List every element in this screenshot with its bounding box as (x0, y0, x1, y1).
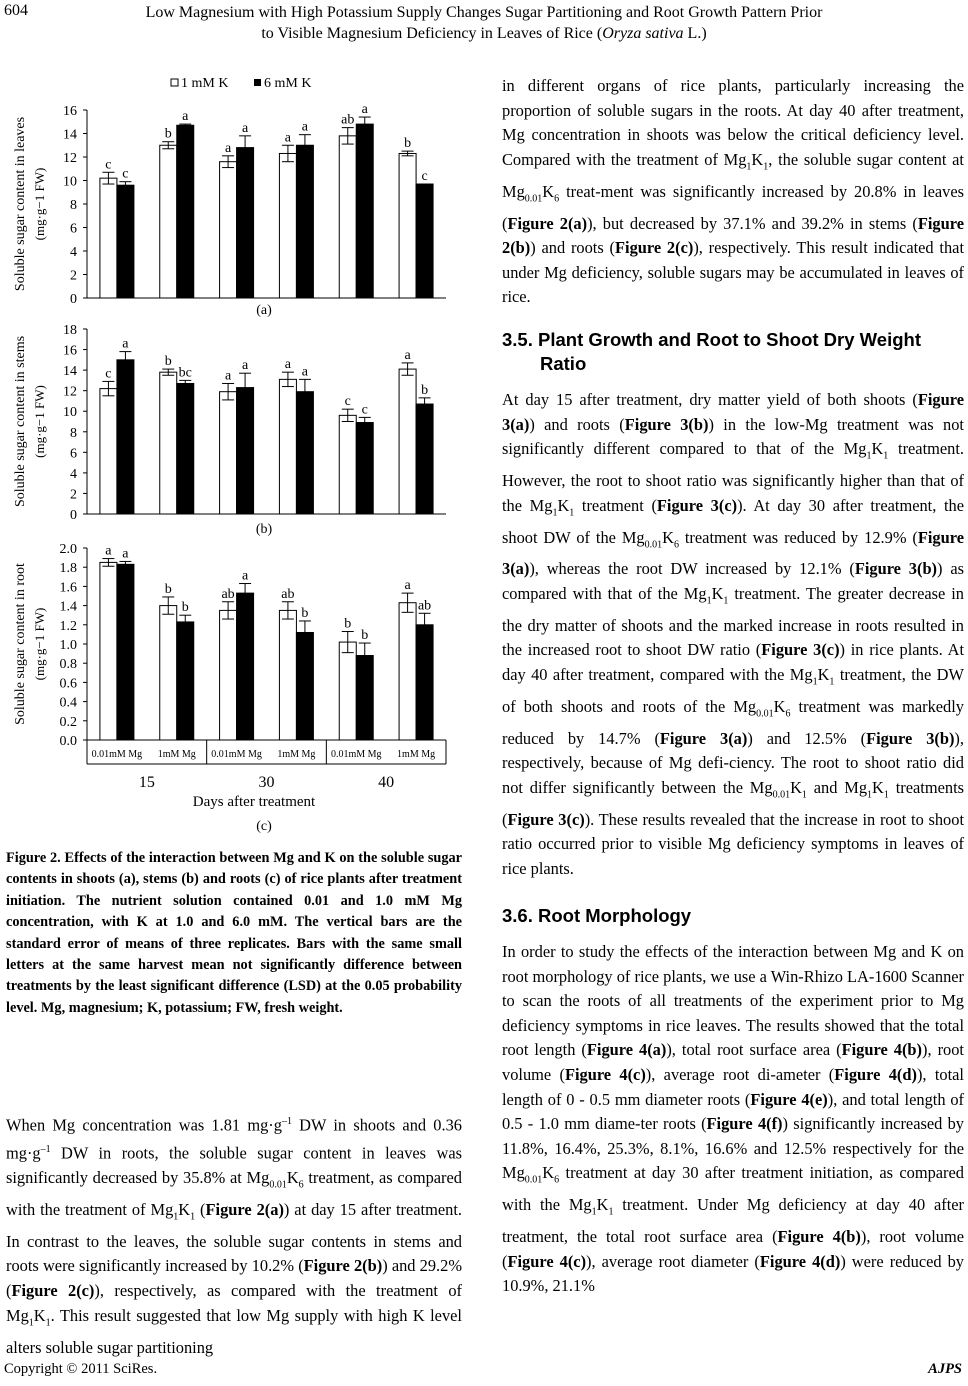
panel-a-sig-letter: c (421, 169, 428, 185)
panel-a-bar-6mMK (117, 185, 134, 298)
panel-a-y-tick-label: 4 (70, 245, 77, 260)
panel-a-bar-1mMK (100, 178, 117, 298)
panel-c-bar-6mMK (296, 632, 313, 740)
x-group-label: 15 (138, 774, 155, 791)
running-header-line1: Low Magnesium with High Potassium Supply Changes Sugar Partitioning and Root Growth Pattern Prior (145, 4, 823, 21)
panel-b-sig-letter: a (301, 364, 309, 380)
panel-a-y-tick-label: 0 (70, 292, 77, 307)
panel-c-sig-letter: a (241, 568, 249, 584)
panel-a-sig-letter: a (284, 130, 292, 146)
panel-b-bar-6mMK (117, 360, 134, 514)
panel-b-sig-letter: c (105, 366, 112, 382)
panel-a-y-tick-label: 16 (63, 104, 77, 119)
panel-c-sig-letter: b (164, 581, 172, 597)
running-header (0, 2, 968, 44)
panel-a-y-tick-label: 10 (63, 174, 77, 190)
panel-a-y-tick-label: 2 (70, 268, 77, 284)
x-group-label: 30 (258, 774, 275, 791)
panel-b-sig-letter: c (344, 394, 351, 410)
panel-a-y-tick-label: 12 (63, 151, 77, 166)
section-heading-3-6: 3.6. Root Morphology (502, 905, 692, 926)
panel-b-sig-letter: b (164, 354, 172, 370)
panel-a-sig-letter: ab (341, 112, 355, 128)
panel-b-bar-1mMK (220, 392, 237, 514)
panel-c-sig-letter: b (361, 628, 369, 644)
panel-b-y-tick-label: 2 (70, 487, 77, 503)
panel-a-y-label: Soluble sugar content in leaves (13, 116, 28, 292)
panel-b-bar-1mMK (399, 369, 416, 514)
panel-c-sig-letter: a (105, 543, 112, 559)
panel-c-bar-1mMK (339, 642, 356, 740)
page-number: 604 (4, 2, 28, 19)
legend-label-6mMK: 6 mM K (264, 76, 312, 91)
panel-a-sig-letter: a (224, 140, 232, 156)
panel-c-y-tick-label: 1.8 (59, 561, 77, 577)
x-subcategory-label: 0.01mM Mg (211, 749, 262, 760)
panel-b-y-unit: (mg·g−1 FW) (32, 385, 47, 458)
panel-c-bar-1mMK (100, 562, 117, 740)
panel-a-label: (a) (256, 303, 272, 318)
panel-b-y-tick-label: 14 (63, 364, 77, 380)
footer-copyright: Copyright © 2011 SciRes. (4, 1361, 158, 1377)
panel-b-bar-1mMK (339, 415, 356, 514)
legend-swatch-6mMK (254, 79, 261, 86)
panel-a-bar-1mMK (279, 153, 296, 298)
panel-b-bar-6mMK (177, 383, 194, 514)
x-subcategory-label: 0.01mM Mg (330, 749, 382, 760)
panel-c-bar-6mMK (416, 625, 433, 740)
panel-a-sig-letter: a (241, 120, 249, 136)
panel-a-sig-letter: a (182, 109, 189, 125)
panel-a-sig-letter: c (122, 166, 129, 182)
section-heading-3-5 (502, 328, 964, 376)
panel-c-y-tick-label: 0.2 (59, 714, 77, 730)
paragraph-right-3: In order to study the effects of the interaction between Mg and K on root morphology of rice plants, we use a Win-Rhizo LA-1600 Scanner to scan the roots of all treatments of the experiment prior to Mg deficiency symptoms in rice leaves. The results showed that the total root length (Figure 4(a)), total root surface area (Figure 4(b)), root volume (Figure 4(c)), average root di-ameter (Figure 4(d)), total length of 0 - 0.5 mm diameter roots (Figure 4(e)), and total length of 0.5 - 1.0 mm diame-ter roots (Figure 4(f)) significantly increased by 11.8%, 16.4%, 25.3%, 8.1%, 16.6% and 12.5% respectively for the $Mg_{0.01}K_6$ treatment at day 30 after treatment initiation, as compared with the $Mg_1K_1$ treatment. Under Mg deficiency at day 40 after treatment, the total root surface area (Figure 4(b)), root volume (Figure 4(c)), average root diameter (Figure 4(d)) were reduced by 10.9%, 21.1% (502, 942, 964, 1296)
paragraph-right-2: At day 15 after treatment, dry matter yield of both shoots (Figure 3(a)) and roots (Figure 3(b)) in the low-Mg treatment was not significantly different compared to that of the $Mg_1K_1$ treatment. However, the root to shoot ratio was significantly higher than that of the $Mg_1K_1$ treatment (Figure 3(c)). At day 30 after treatment, the shoot DW of the $Mg_{0.01}K_6$ treatment was reduced by 12.9% (Figure 3(a)), whereas the root DW increased by 12.1% (Figure 3(b)) as compared with that of the $Mg_1K_1$ treatment. The greater decrease in the dry matter of shoots and the marked increase in roots resulted in the increased root to shoot DW ratio (Figure 3(c)) in rice plants. At day 40 after treatment, compared with the $Mg_1K_1$ treatment, the DW of both shoots and roots of the $Mg_{0.01}K_6$ treatment was markedly reduced by 14.7% (Figure 3(a)) and 12.5% (Figure 3(b)), respectively, because of Mg defi-ciency. The root to shoot ratio did not differ significantly between the $Mg_{0.01}K_1$ and $Mg_1K_1$ treatments (Figure 3(c)). These results revealed that the increase in root to shoot ratio occurred prior to visible Mg deficiency symptoms in leaves of rice plants. (502, 390, 964, 879)
panel-b-sig-letter: bc (178, 365, 192, 381)
legend-swatch-1mMK (171, 79, 178, 86)
panel-c-y-tick-label: 1.4 (59, 599, 77, 615)
panel-b-y-tick-label: 0 (70, 508, 77, 523)
panel-c-label: (c) (256, 819, 272, 834)
panel-b-y-tick-label: 8 (70, 425, 77, 441)
panel-a-sig-letter: b (404, 136, 412, 152)
panel-c-bar-6mMK (237, 593, 254, 740)
panel-c-sig-letter: a (122, 546, 129, 562)
x-subcategory-label: 1mM Mg (277, 749, 316, 760)
panel-a-y-unit: (mg·g−1 FW) (32, 167, 47, 241)
panel-b-bar-6mMK (296, 392, 313, 514)
panel-a-bar-6mMK (416, 184, 433, 298)
panel-a-bar-6mMK (356, 124, 373, 298)
panel-c-y-tick-label: 0.8 (59, 657, 77, 673)
x-subcategory-label: 1mM Mg (157, 749, 196, 760)
panel-b-bar-1mMK (100, 389, 117, 514)
panel-a-y-tick-label: 8 (70, 198, 77, 213)
x-group-label: 40 (378, 774, 395, 791)
panel-b-y-tick-label: 12 (63, 384, 77, 400)
panel-c-sig-letter: ab (417, 598, 432, 614)
panel-b-y-tick-label: 6 (70, 446, 77, 462)
panel-a-bar-6mMK (237, 148, 254, 298)
panel-c-y-tick-label: 1.6 (59, 580, 77, 596)
figure-caption: Figure 2. Effects of the interaction between Mg and K on the soluble sugar contents in shoots (a), stems (b) and roots (c) of rice plants after treatment initiation. The nutrient solution contained 0.01 and 1.0 mM Mg concentration, with K at 1.0 and 6.0 mM. The vertical bars are the standard error of means of three replicates. Bars with the same small letters at the same harvest mean not significantly difference between treatments by the least significant difference (LSD) at the 0.05 probability level. Mg, magnesium; K, potassium; FW, fresh weight. (6, 850, 462, 1016)
panel-b-y-tick-label: 10 (63, 405, 77, 421)
panel-b-sig-letter: c (361, 402, 368, 418)
panel-a-sig-letter: a (301, 119, 309, 135)
panel-c-y-tick-label: 1.0 (59, 638, 77, 653)
panel-a-bar-1mMK (399, 153, 416, 298)
figure-2-chart (4, 66, 464, 842)
panel-b-sig-letter: a (224, 368, 232, 384)
panel-c-sig-letter: ab (221, 586, 235, 602)
panel-c-y-tick-label: 0.4 (59, 695, 77, 711)
panel-b-bar-6mMK (356, 423, 373, 514)
panel-b-y-label: Soluble sugar content in stems (13, 335, 28, 508)
panel-b-sig-letter: a (122, 336, 129, 352)
panel-b-y-tick-label: 16 (63, 343, 77, 359)
panel-c-bar-6mMK (177, 622, 194, 740)
panel-b-y-tick-label: 4 (70, 466, 77, 482)
panel-a-bar-1mMK (160, 145, 177, 298)
x-subcategory-label: 0.01mM Mg (91, 749, 143, 760)
figure-2 (4, 66, 464, 847)
panel-b-bar-1mMK (160, 372, 177, 514)
panel-a-sig-letter: c (105, 157, 112, 173)
section-heading-3-5-text: 3.5. Plant Growth and Root to Shoot Dry Weight Ratio (502, 329, 921, 374)
panel-b-bar-1mMK (279, 379, 296, 514)
panel-b-sig-letter: a (241, 358, 249, 374)
panel-b-sig-letter: a (404, 347, 411, 363)
panel-c-y-tick-label: 1.2 (59, 618, 77, 634)
panel-c-y-label: Soluble sugar content in root (13, 563, 28, 725)
x-axis-title: Days after treatment (192, 794, 316, 810)
panel-a-bar-1mMK (220, 162, 237, 298)
panel-c-sig-letter: b (181, 600, 189, 616)
panel-c-bar-1mMK (399, 603, 416, 740)
panel-c-bar-1mMK (220, 610, 237, 740)
panel-c-sig-letter: b (344, 616, 352, 632)
panel-b-y-tick-label: 18 (63, 323, 77, 338)
panel-c-y-tick-label: 2.0 (59, 542, 77, 557)
panel-b-bar-6mMK (416, 404, 433, 514)
legend-label-1mMK: 1 mM K (181, 76, 229, 91)
panel-b-sig-letter: a (284, 357, 292, 373)
panel-c-y-unit: (mg·g−1 FW) (32, 607, 47, 681)
panel-b-label: (b) (255, 522, 273, 537)
running-header-line2: to Visible Magnesium Deficiency in Leaves of Rice (Oryza sativa L.) (261, 25, 707, 42)
x-subcategory-label: 1mM Mg (397, 749, 436, 760)
panel-a-bar-6mMK (177, 125, 194, 298)
panel-c-bar-1mMK (279, 610, 296, 740)
panel-c-bar-6mMK (117, 564, 134, 740)
panel-b-sig-letter: b (421, 382, 429, 398)
panel-a-sig-letter: b (164, 126, 172, 142)
panel-b-bar-6mMK (237, 388, 254, 514)
panel-c-sig-letter: ab (281, 586, 295, 602)
paragraph-left-1: When Mg concentration was 1.81 $mg\cdot g^{-1}$ DW in shoots and 0.36 $mg\cdot g^{-1}$ DW in roots, the soluble sugar content in leaves was significantly decreased by 35.8% at $Mg_{0.01}K_6$ treatment, as compared with the treatment of $Mg_1K_1$ (Figure 2(a)) at day 15 after treatment. In contrast to the leaves, the soluble sugar contents in stems and roots were significantly increased by 10.2% (Figure 2(b)) and 29.2% (Figure 2(c)), respectively, as compared with the treatment of $Mg_1K_1$. This result suggested that low Mg supply with high K level alters soluble sugar partitioning (6, 1115, 463, 1357)
panel-a-sig-letter: a (361, 102, 368, 118)
panel-c-y-tick-label: 0.6 (59, 676, 77, 692)
panel-a-y-tick-label: 6 (70, 221, 77, 237)
panel-a-bar-1mMK (339, 136, 356, 298)
panel-c-y-tick-label: 0.0 (59, 734, 77, 749)
panel-c-bar-1mMK (160, 606, 177, 740)
panel-c-sig-letter: b (301, 605, 309, 621)
panel-a-y-tick-label: 14 (63, 127, 77, 143)
panel-c-sig-letter: a (404, 578, 411, 594)
footer-journal: AJPS (928, 1361, 962, 1377)
paragraph-right-1: in different organs of rice plants, particularly increasing the proportion of soluble sugars in the roots. At day 40 after treatment, Mg concentration in shoots was below the critical deficiency level. Compared with the treatment of $Mg_1K_1$, the soluble sugar content at $Mg_{0.01}K_6$ treat-ment was significantly increased by 20.8% in leaves (Figure 2(a)), but decreased by 37.1% and 39.2% in stems (Figure 2(b)) and roots (Figure 2(c)), respectively. This result indicated that under Mg deficiency, soluble sugars may be accumulated in leaves of rice. (502, 76, 965, 307)
panel-a-bar-6mMK (296, 145, 313, 298)
